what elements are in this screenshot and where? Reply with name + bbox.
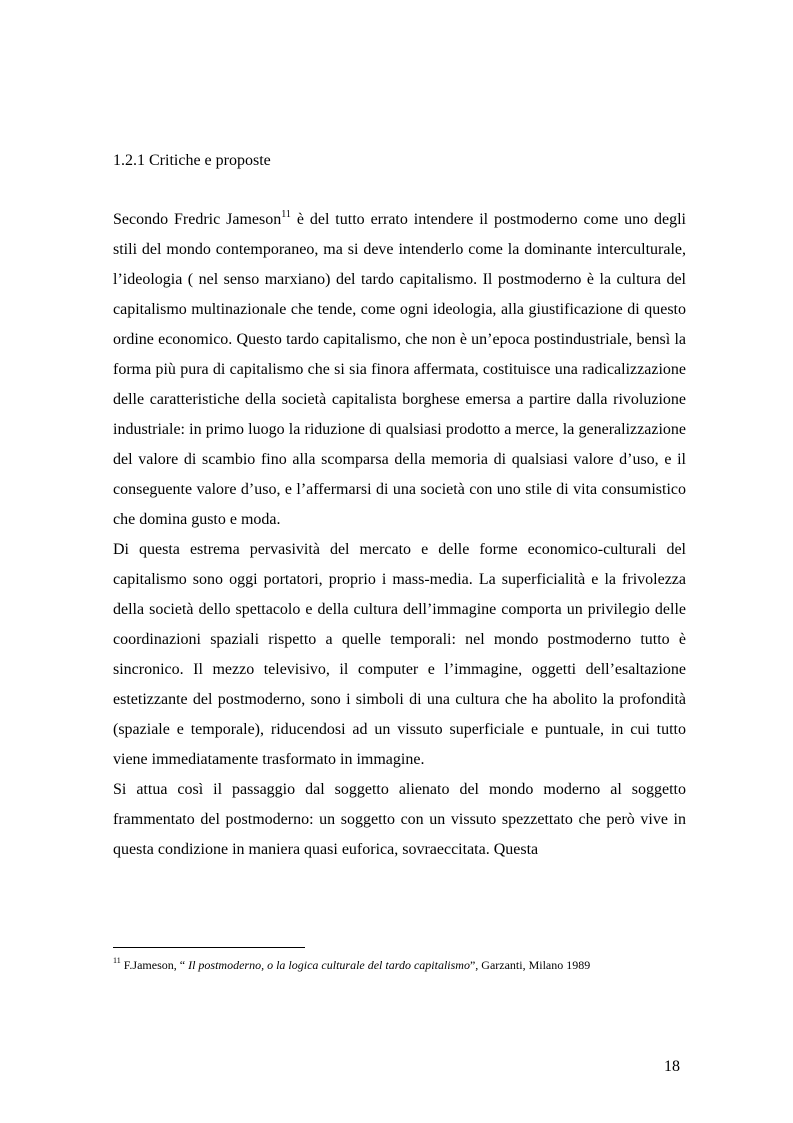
footnote-number: 11	[113, 956, 121, 965]
section-title: 1.2.1 Critiche e proposte	[113, 152, 271, 169]
footnote-reference: 11	[281, 208, 291, 220]
paragraph-2: Di questa estrema pervasività del mercato e delle forme economico-culturali del capitalismo sono oggi portatori, proprio i mass-media. La superficialità e la frivolezza della società dello spettacolo e della cultura dell’immagine comporta un privilegio delle coordinazioni spaziali rispetto a quelle temporali: nel mondo postmoderno tutto è sincronico. Il mezzo televisivo, il computer e l’immagine, oggetti dell’esaltazione estetizzante del postmoderno, sono i simboli di una cultura che ha abolito la profondità (spaziale e temporale), riducendosi ad un vissuto superficiale e puntuale, in cui tutto viene immediatamente trasformato in immagine.	[113, 541, 686, 768]
body-text	[113, 205, 686, 865]
paragraph-1	[113, 205, 686, 535]
paragraph-1-rest: è del tutto errato intendere il postmoderno come uno degli stili del mondo contemporaneo, ma si deve intenderlo come la dominante interculturale, l’ideologia ( nel senso marxiano) del tardo capitalismo. Il postmoderno è la cultura del capitalismo multinazionale che tende, come ogni ideologia, alla giustificazione di questo ordine economico. Questo tardo capitalismo, che non è un’epoca postindustriale, bensì la forma più pura di capitalismo che si sia finora affermata, costituisce una radicalizzazione delle caratteristiche della società capitalista borghese emersa a partire dalla rivoluzione industriale: in primo luogo la riduzione di qualsiasi prodotto a merce, la generalizzazione del valore di scambio fino alla scomparsa della memoria di qualsiasi valore d’uso, e il conseguente valore d’uso, e l’affermarsi di una società con uno stile di vita consumistico che domina gusto e moda.	[113, 211, 686, 528]
paragraph-3: Si attua così il passaggio dal soggetto alienato del mondo moderno al soggetto frammentato del postmoderno: un soggetto con un vissuto spezzettato che però vive in questa condizione in maniera quasi euforica, sovraeccitata. Questa	[113, 781, 686, 858]
paragraph-1-start: Secondo Fredric Jameson	[113, 211, 282, 228]
footnote-suffix: ”, Garzanti, Milano 1989	[469, 958, 591, 972]
footnote-title: Il postmoderno, o la logica culturale del tardo capitalismo	[188, 958, 470, 972]
footnote-divider	[113, 947, 305, 948]
footnote	[113, 957, 590, 973]
footnote-prefix: F.Jameson, “	[120, 958, 189, 972]
page-number: 18	[664, 1058, 680, 1075]
